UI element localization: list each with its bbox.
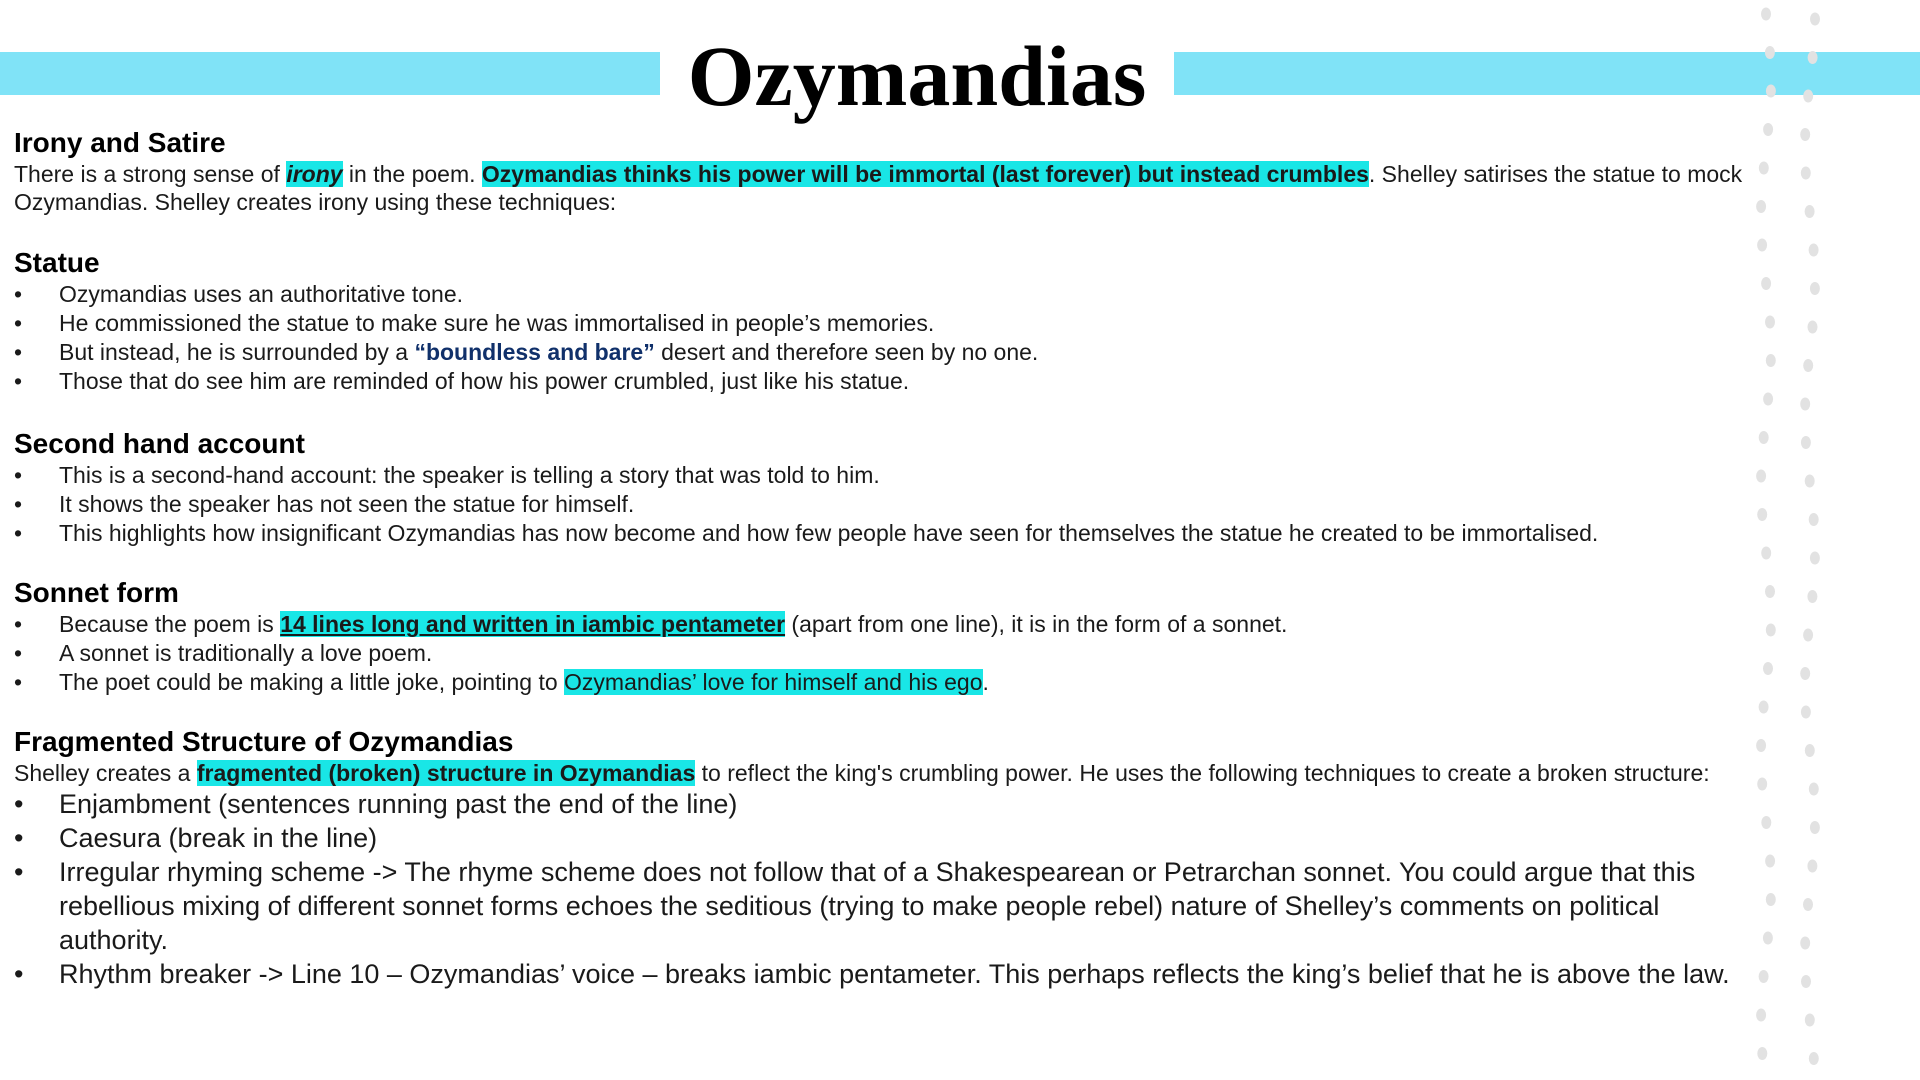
decorative-dot <box>1759 701 1769 714</box>
decorative-dot <box>1766 85 1776 98</box>
decorative-dot <box>1761 547 1771 560</box>
decorative-dot <box>1800 667 1810 680</box>
section-irony-satire <box>14 126 1759 216</box>
decorative-dot <box>1801 436 1811 449</box>
main-content <box>14 126 1759 991</box>
highlight-fragmented: fragmented (broken) structure in Ozymandias <box>196 760 696 786</box>
decorative-dot <box>1759 970 1769 983</box>
decorative-dot <box>1756 1009 1766 1022</box>
decorative-dot <box>1759 162 1769 175</box>
decorative-dot <box>1810 552 1820 565</box>
highlight-ego: Ozymandias’ love for himself and his ego <box>564 669 983 695</box>
decorative-dot <box>1801 706 1811 719</box>
decorative-dot <box>1757 1047 1767 1060</box>
bullet-list <box>14 280 1759 396</box>
decorative-dot <box>1761 277 1771 290</box>
decorative-dot <box>1805 744 1815 757</box>
decorative-dot <box>1800 128 1810 141</box>
decorative-dot <box>1761 816 1771 829</box>
decorative-dot <box>1765 585 1775 598</box>
decorative-dot <box>1808 321 1818 334</box>
decorative-dot <box>1765 46 1775 59</box>
list-item: • Caesura (break in the line) <box>14 821 1759 855</box>
bullet-list <box>14 610 1759 697</box>
decorative-dot <box>1810 282 1820 295</box>
decorative-dot <box>1809 1052 1819 1065</box>
decorative-dot <box>1803 359 1813 372</box>
decorative-dot <box>1766 354 1776 367</box>
decorative-dot <box>1803 90 1813 103</box>
list-item <box>14 610 1759 639</box>
highlight-immortal: Ozymandias thinks his power will be immortal (last forever) but instead crumbles <box>481 161 1369 187</box>
list-item: • It shows the speaker has not seen the statue for himself. <box>14 490 1759 519</box>
decorative-dot <box>1807 590 1817 603</box>
text-span: There is a strong sense of <box>14 161 287 187</box>
list-item: • A sonnet is traditionally a love poem. <box>14 639 1759 668</box>
page-title: Ozymandias <box>687 28 1147 124</box>
section-heading: Second hand account <box>14 428 305 459</box>
highlight-iambic: 14 lines long and written in iambic pentameter <box>280 611 786 637</box>
section-heading: Sonnet form <box>14 577 179 608</box>
quote-boundless-bare: “boundless and bare” <box>414 339 655 365</box>
decorative-dot <box>1759 431 1769 444</box>
decorative-dot <box>1805 475 1815 488</box>
decorative-dot <box>1763 662 1773 675</box>
decorative-dot <box>1763 393 1773 406</box>
text-span: Shelley creates a <box>14 760 197 786</box>
decorative-dot <box>1761 8 1771 21</box>
decorative-dot <box>1801 975 1811 988</box>
list-item: • Ozymandias uses an authoritative tone. <box>14 280 1759 309</box>
highlight-irony: irony <box>286 161 343 187</box>
list-item: • Those that do see him are reminded of how his power crumbled, just like his statue. <box>14 367 1759 396</box>
text-span: to reflect the king's crumbling power. He uses the following techniques to create a broken structure: <box>695 760 1710 786</box>
decorative-dot <box>1807 860 1817 873</box>
section-sonnet-form <box>14 576 1759 697</box>
list-item: • Irregular rhyming scheme -> The rhyme scheme does not follow that of a Shakespearean or Petrarchan sonnet. You could argue that this rebellious mixing of different sonnet forms echoes the seditious (trying to make people rebel) nature of Shelley’s comments on political authority. <box>14 855 1759 957</box>
section-fragmented-structure <box>14 725 1759 991</box>
intro-paragraph <box>14 160 1759 216</box>
text-span: . <box>982 669 989 695</box>
section-second-hand-account <box>14 427 1759 548</box>
decorative-dot <box>1809 783 1819 796</box>
decorative-dot <box>1765 855 1775 868</box>
list-item: • He commissioned the statue to make sure he was immortalised in people’s memories. <box>14 309 1759 338</box>
list-item <box>14 668 1759 697</box>
list-item: • Rhythm breaker -> Line 10 – Ozymandias’ voice – breaks iambic pentameter. This perhaps reflects the king’s belief that he is above the law. <box>14 957 1759 991</box>
list-item: • Enjambment (sentences running past the end of the line) <box>14 787 1759 821</box>
list-item <box>14 338 1759 367</box>
decorative-dot <box>1805 1014 1815 1027</box>
list-item: • This is a second-hand account: the speaker is telling a story that was told to him. <box>14 461 1759 490</box>
text-span: . Shelley satirises the statue to mock Ozymandias. Shelley creates irony using these techniques: <box>14 161 1743 215</box>
text-span: in the poem. <box>342 161 482 187</box>
decorative-dot <box>1809 244 1819 257</box>
section-heading: Statue <box>14 247 100 278</box>
decorative-dot <box>1801 167 1811 180</box>
section-heading: Irony and Satire <box>14 127 226 158</box>
decorative-dot <box>1803 898 1813 911</box>
text-span: The poet could be making a little joke, pointing to <box>59 669 565 695</box>
text-span: desert and therefore seen by no one. <box>654 339 1039 365</box>
decorative-dot <box>1766 893 1776 906</box>
list-item: • This highlights how insignificant Ozymandias has now become and how few people have seen for themselves the statue he created to be immortalised. <box>14 519 1759 548</box>
decorative-dot <box>1805 205 1815 218</box>
section-heading: Fragmented Structure of Ozymandias <box>14 726 514 757</box>
section-statue <box>14 246 1759 396</box>
decorative-dot <box>1800 398 1810 411</box>
decorative-dot <box>1803 629 1813 642</box>
bullet-list <box>14 461 1759 548</box>
bullet-list <box>14 787 1759 991</box>
decorative-dot <box>1763 932 1773 945</box>
decorative-dot <box>1808 51 1818 64</box>
decorative-dot <box>1800 937 1810 950</box>
decorative-dot <box>1810 821 1820 834</box>
text-span: But instead, he is surrounded by a <box>59 339 415 365</box>
intro-paragraph <box>14 759 1759 787</box>
decorative-dot <box>1763 123 1773 136</box>
text-span: Because the poem is <box>59 611 281 637</box>
decorative-dot <box>1810 13 1820 26</box>
decorative-dot <box>1766 624 1776 637</box>
text-span: (apart from one line), it is in the form of a sonnet. <box>785 611 1288 637</box>
decorative-dot <box>1765 316 1775 329</box>
decorative-dot <box>1809 513 1819 526</box>
title-bar-left <box>0 52 660 95</box>
